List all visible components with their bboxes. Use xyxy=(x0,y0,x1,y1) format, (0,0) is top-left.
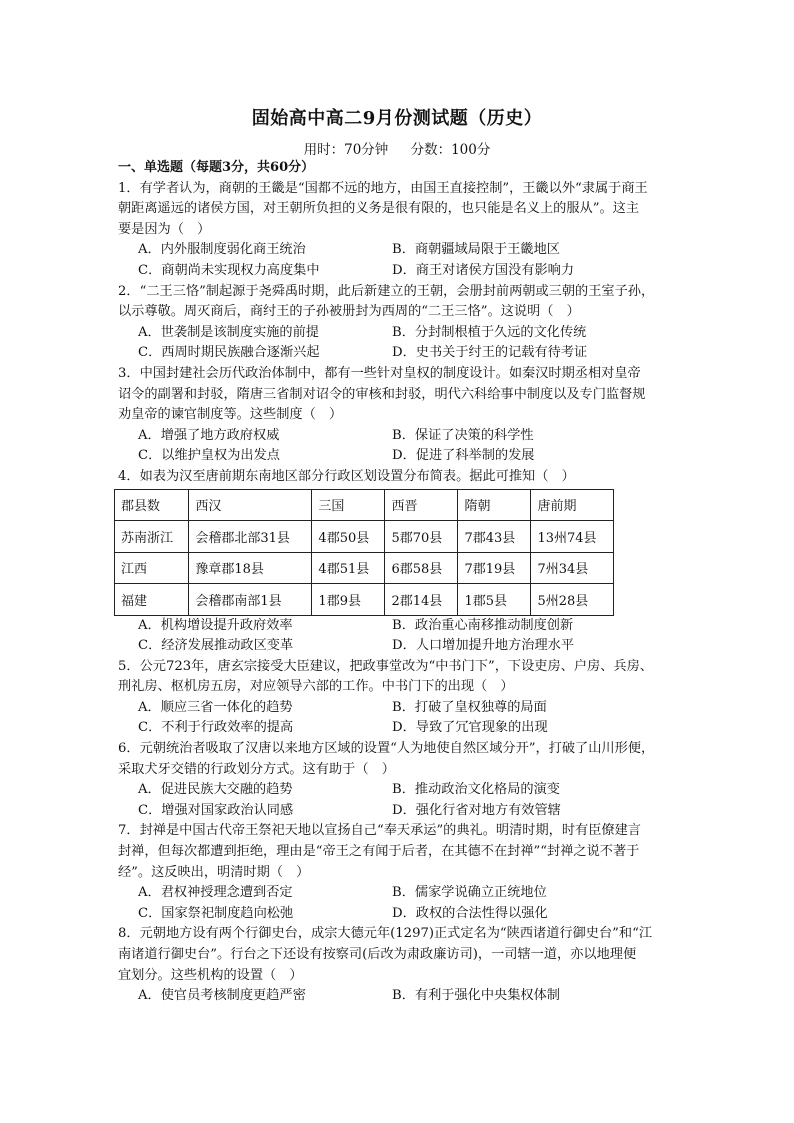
option-c: C．商朝尚未实现权力高度集中 xyxy=(138,262,320,278)
options xyxy=(118,883,678,924)
option-b: B．政治重心南移推动制度创新 xyxy=(392,617,574,633)
exam-info xyxy=(0,138,794,158)
option-a: A．世袭制是该制度实施的前提 xyxy=(138,324,319,340)
table-row xyxy=(115,584,614,616)
table-cell: 13州74县 xyxy=(531,521,614,553)
question-3 xyxy=(118,364,678,467)
option-d: D．史书关于纣王的记载有待考证 xyxy=(392,345,588,361)
question-6 xyxy=(118,739,678,821)
section-heading: 一、单选题（每题3分，共60分） xyxy=(118,160,315,175)
question-5 xyxy=(118,657,678,739)
question-1 xyxy=(118,179,678,282)
option-b: B．保证了决策的科学性 xyxy=(392,427,534,443)
question-2 xyxy=(118,282,678,364)
option-a: A．君权神授理念遭到否定 xyxy=(138,885,293,901)
table-cell: 4郡51县 xyxy=(312,552,385,584)
table-cell: 6郡58县 xyxy=(385,552,458,584)
option-a: A．顺应三省一体化的趋势 xyxy=(138,699,293,715)
question-7 xyxy=(118,821,678,924)
option-d: D．促进了科举制的发展 xyxy=(392,448,535,464)
option-b: B．推动政治文化格局的演变 xyxy=(392,782,560,798)
question-stem-line: 7．封禅是中国古代帝王祭祀天地以宣扬自己“奉天承运”的典礼。明清时期，时有臣僚建言 xyxy=(118,823,641,839)
table-cell: 苏南浙江 xyxy=(115,521,189,553)
option-c: C．不利于行政效率的提高 xyxy=(138,720,294,736)
table-cell: 7郡19县 xyxy=(458,552,531,584)
table-cell: 4郡50县 xyxy=(312,521,385,553)
table-header-cell: 三国 xyxy=(312,489,385,521)
option-d: D．商王对诸侯方国没有影响力 xyxy=(392,262,575,278)
table-cell: 会稽郡北部31县 xyxy=(189,521,312,553)
question-stem-line: 以示尊敬。周灭商后，商纣王的子孙被册封为西周的“二王三恪”。这说明（ ） xyxy=(118,304,580,320)
option-a: A．机构增设提升政府效率 xyxy=(138,617,293,633)
option-a: A．促进民族大交融的趋势 xyxy=(138,782,293,798)
question-stem-line: 采取犬牙交错的行政划分方式。这有助于（ ） xyxy=(118,761,395,777)
options xyxy=(118,780,678,821)
option-d: D．导致了冗官现象的出现 xyxy=(392,720,548,736)
question-stem-line: 宜划分。这些机构的设置（ ） xyxy=(118,967,303,983)
options xyxy=(118,240,678,281)
table-header-cell: 唐前期 xyxy=(531,489,614,521)
question-8 xyxy=(118,924,678,1006)
table-header-cell: 郡县数 xyxy=(115,489,189,521)
table-header-cell: 西晋 xyxy=(385,489,458,521)
table-header-cell: 西汉 xyxy=(189,489,312,521)
question-stem-line: 5．公元723年，唐玄宗接受大臣建议，把政事堂改为“中书门下”，下设吏房、户房、兵房、 xyxy=(118,658,653,674)
table-row xyxy=(115,521,614,553)
table-cell: 7郡43县 xyxy=(458,521,531,553)
table-header-cell: 隋朝 xyxy=(458,489,531,521)
question-stem-line: 4．如表为汉至唐前期东南地区部分行政区划设置分布简表。据此可推知（ ） xyxy=(118,468,575,484)
table-cell: 1郡9县 xyxy=(312,584,385,616)
question-stem-line: 劝皇帝的谏官制度等。这些制度（ ） xyxy=(118,407,343,423)
option-a: A．增强了地方政府权威 xyxy=(138,427,280,443)
table-cell: 会稽郡南部1县 xyxy=(189,584,312,616)
option-c: C．以维护皇权为出发点 xyxy=(138,448,280,464)
page-title: 固始高中高二9月份测试题（历史） xyxy=(251,108,543,129)
question-stem-line: 1．有学者认为，商朝的王畿是“国都不远的地方，由国王直接控制”，王畿以外“隶属于商王 xyxy=(118,180,648,196)
option-d: D．政权的合法性得以强化 xyxy=(392,905,548,921)
question-stem-line: 3．中国封建社会历代政治体制中，都有一些针对皇权的制度设计。如秦汉时期丞相对皇帝 xyxy=(118,365,641,381)
table-cell: 5郡70县 xyxy=(385,521,458,553)
option-b: B．打破了皇权独尊的局面 xyxy=(392,699,547,715)
exam-content xyxy=(118,158,678,1007)
option-c: C．西周时期民族融合逐渐兴起 xyxy=(138,345,320,361)
table-header-row xyxy=(115,489,614,521)
table-cell: 1郡5县 xyxy=(458,584,531,616)
question-stem-line: 8．元朝地方设有两个行御史台，成宗大德元年(1297)正式定名为“陕西诸道行御史台”和“江 xyxy=(118,926,653,942)
district-table xyxy=(114,489,614,616)
option-c: C．国家祭祀制度趋向松弛 xyxy=(138,905,294,921)
table-cell: 豫章郡18县 xyxy=(189,552,312,584)
question-stem-line: 6．元朝统治者吸取了汉唐以来地方区域的设置“人为地使自然区域分开”，打破了山川形便， xyxy=(118,741,655,757)
time-limit: 用时：70分钟 xyxy=(303,142,389,158)
option-d: D．强化行省对地方有效管辖 xyxy=(392,802,561,818)
table-cell: 2郡14县 xyxy=(385,584,458,616)
question-stem-line: 南诸道行御史台”。行台之下还设有按察司(后改为肃政廉访司)，一司辖一道，亦以地理便 xyxy=(118,947,637,962)
options xyxy=(118,426,678,467)
question-stem-line: 2．“二王三恪”制起源于尧舜禹时期，此后新建立的王朝，会册封前两朝或三朝的王室子孙， xyxy=(118,283,655,299)
total-score: 分数：100分 xyxy=(410,142,491,158)
option-b: B．商朝疆域局限于王畿地区 xyxy=(392,242,560,258)
option-c: C．经济发展推动政区变革 xyxy=(138,638,294,654)
question-stem-line: 诏令的副署和封驳，隋唐三省制对诏令的审核和封驳，明代六科给事中制度以及专门监督规 xyxy=(118,386,646,402)
option-a: A．使官员考核制度更趋严密 xyxy=(138,988,306,1004)
options xyxy=(118,986,678,1007)
option-b: B．儒家学说确立正统地位 xyxy=(392,885,547,901)
table-row xyxy=(115,552,614,584)
options xyxy=(118,616,678,657)
table-cell: 江西 xyxy=(115,552,189,584)
table-cell: 福建 xyxy=(115,584,189,616)
question-stem-line: 朝距离遥远的诸侯方国，对王朝所负担的义务是很有限的，也只能是名义上的服从”。这主 xyxy=(118,201,640,217)
option-b: B．有利于强化中央集权体制 xyxy=(392,988,560,1004)
option-c: C．增强对国家政治认同感 xyxy=(138,802,294,818)
table-cell: 5州28县 xyxy=(531,584,614,616)
question-stem-line: 封禅，但每次都遭到拒绝，理由是“帝王之有闻于后者，在其德不在封禅”“封禅之说不著于 xyxy=(118,844,640,860)
question-stem-line: 要是因为（ ） xyxy=(118,221,211,237)
question-4 xyxy=(118,467,678,657)
question-stem-line: 经”。这反映出，明清时期（ ） xyxy=(118,864,310,880)
option-b: B．分封制根植于久远的文化传统 xyxy=(392,324,587,340)
table-cell: 7州34县 xyxy=(531,552,614,584)
options xyxy=(118,698,678,739)
options xyxy=(118,323,678,364)
question-stem-line: 刑礼房、枢机房五房，对应领导六部的工作。中书门下的出现（ ） xyxy=(118,679,514,695)
option-a: A．内外服制度弱化商王统治 xyxy=(138,242,306,258)
option-d: D．人口增加提升地方治理水平 xyxy=(392,638,575,654)
